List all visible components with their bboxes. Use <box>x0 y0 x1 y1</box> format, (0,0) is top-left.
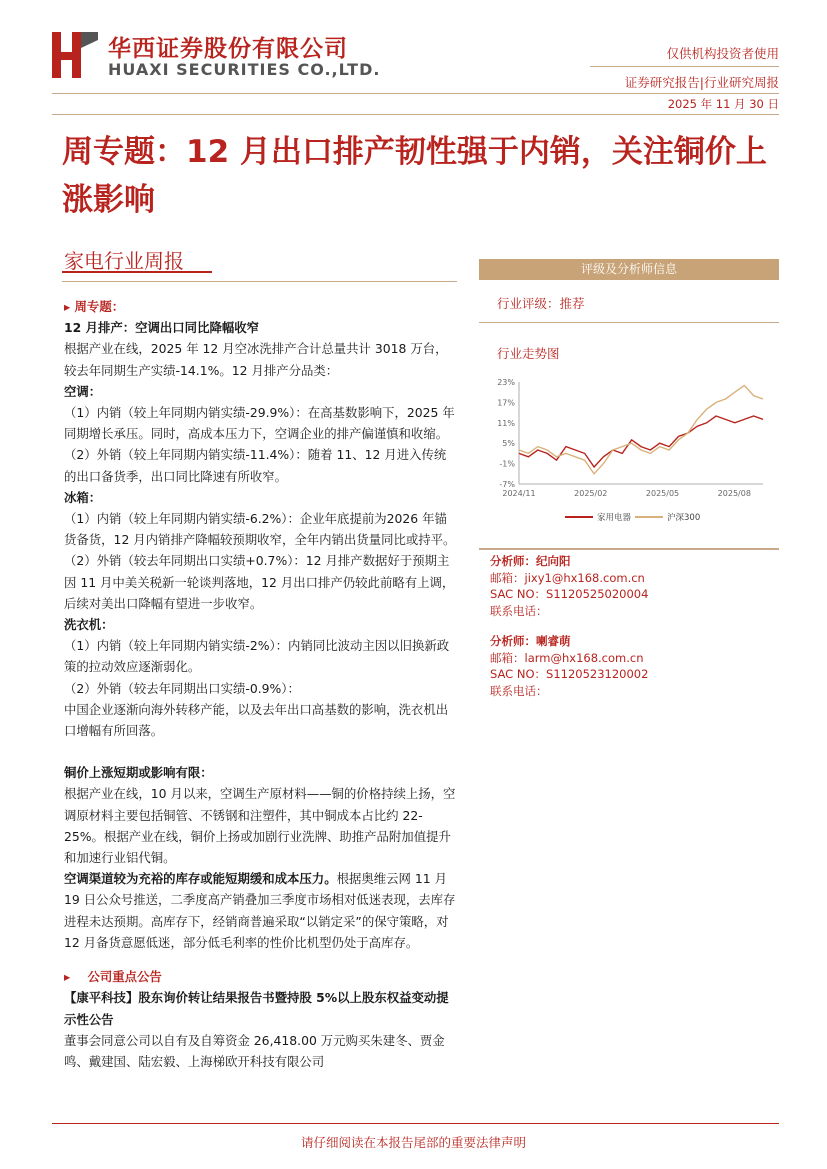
legend-label: 家用电器 <box>597 513 632 523</box>
y-tick-label: 17% <box>497 398 515 408</box>
main-body <box>64 296 456 1072</box>
section-heading-weekly: ▸ 周专题： <box>64 299 125 314</box>
paragraph: 董事会同意公司以自有及自筹资金 26,418.00 万元购买朱建冬、贾金鸣、戴建国、陆宏毅、上海梯欧开科技有限公司 <box>64 1032 445 1069</box>
y-tick-label: -1% <box>499 459 515 469</box>
series-line-2 <box>519 385 763 473</box>
series-line-1 <box>519 416 763 467</box>
analyst-name: 分析师：纪向阳 <box>490 554 571 568</box>
audience-note: 仅供机构投资者使用 <box>666 46 779 61</box>
copper-heading: 铜价上涨短期或影响有限： <box>64 765 213 781</box>
paragraph: 中国企业逐渐向海外转移产能，以及去年出口高基数的影响，洗衣机出口增幅有所回落。 <box>64 701 449 739</box>
paragraph: （2）外销（较去年同期出口实绩-0.9%）： <box>64 680 300 696</box>
header-divider <box>590 66 779 67</box>
company-name-en: HUAXI SECURITIES CO.,LTD. <box>108 60 381 79</box>
analyst-sac: SAC NO：S1120523120002 <box>490 667 649 681</box>
y-tick-label: -7% <box>499 480 515 489</box>
footer-divider <box>52 1123 779 1124</box>
x-tick-label: 2025/05 <box>645 489 680 498</box>
analyst-block-2 <box>490 633 648 699</box>
panel-divider <box>479 322 779 323</box>
rating-panel-header: 评级及分析师信息 <box>479 259 779 280</box>
company-name-cn: 华西证券股份有限公司 <box>108 36 348 62</box>
industry-rating: 行业评级：推荐 <box>497 296 585 311</box>
paragraph: （2）外销（较去年同期出口实绩+0.7%）：12 月排产数据好于预期主因 11 月中美关税新一轮谈判落地，12 月出口排产仍较此前略有上调，后续对美出口降幅有望进一步收窄。 <box>64 553 455 611</box>
y-tick-label: 23% <box>497 378 515 387</box>
y-tick-label: 5% <box>502 439 515 449</box>
paragraph: 根据产业在线，10 月以来，空调生产原材料——铜的价格持续上扬，空调原材料主要包括铜管、不锈钢和注塑件，其中铜成本占比约 22-25%。根据产业在线，铜价上扬或加剧行业洗牌、助推产品附加值提升和加速行业铝代铜。 <box>64 786 456 866</box>
subtitle-underline <box>62 271 212 273</box>
x-tick-label: 2025/02 <box>574 489 608 498</box>
x-tick-label: 2024/11 <box>502 489 536 498</box>
analyst-name: 分析师：喇睿萌 <box>490 634 571 648</box>
header-divider <box>52 93 779 94</box>
report-type: 证券研究报告|行业研究周报 <box>624 75 779 90</box>
legend-label: 沪深300 <box>667 513 701 523</box>
section-heading-announcements: ▸ 公司重点公告 <box>64 969 162 985</box>
paragraph: （1）内销（较上年同期内销实绩-29.9%）：在高基数影响下，2025 年同期增长承压。同时，高成本压力下，空调企业的排产偏谨慎和收缩。 <box>64 405 455 442</box>
paragraph: 根据产业在线，2025 年 12 月空冰洗排产合计总量共计 3018 万台，较去年同期生产实绩-14.1%。12 月排产分品类： <box>64 341 448 378</box>
industry-trend-chart <box>485 372 775 532</box>
analyst-phone: 联系电话： <box>490 683 548 698</box>
report-date: 2025 年 11 月 30 日 <box>667 97 779 111</box>
analyst-block-1 <box>490 553 648 619</box>
y-tick-label: 11% <box>497 418 515 428</box>
section-subheading: 12 月排产：空调出口同比降幅收窄 <box>64 320 260 336</box>
analyst-email: 邮箱：larm@hx168.com.cn <box>490 650 644 665</box>
paragraph: （1）内销（较上年同期内销实绩-2%）：内销同比波动主因以旧换新政策的拉动效应逐渐弱化。 <box>64 638 450 675</box>
left-divider <box>62 281 457 282</box>
report-title: 周专题：12 月出口排产韧性强于内销，关注铜价上涨影响 <box>62 134 767 218</box>
analyst-email: 邮箱：jixy1@hx168.com.cn <box>490 570 645 585</box>
category-heading-ac: 空调： <box>64 383 102 399</box>
legal-disclaimer: 请仔细阅读在本报告尾部的重要法律声明 <box>300 1135 526 1150</box>
analyst-sac: SAC NO：S1120525020004 <box>490 587 649 601</box>
trend-title: 行业走势图 <box>497 346 560 361</box>
paragraph: 空调渠道较为充裕的库存或能短期缓和成本压力。根据奥维云网 11 月 19 日公众号推送，二季度高产销叠加三季度市场相对低迷表现，去库存进程未达预期。高库存下，经销商普遍采取“以销定采”的保守策略，对 12 月备货意愿低迷，部分低毛利率的性价比机型仍处于高库存。 <box>64 871 456 950</box>
category-heading-washer: 洗衣机： <box>64 617 114 633</box>
report-subtitle: 家电行业周报 <box>64 249 184 273</box>
paragraph: （2）外销（较上年同期内销实绩-11.4%）：随着 11、12 月进入传统的出口备货季，出口同比降速有所收窄。 <box>64 447 447 484</box>
company-logo-icon <box>52 30 98 80</box>
analyst-phone: 联系电话： <box>490 603 548 618</box>
announcement-title: 【康平科技】股东询价转让结果报告书暨持股 5%以上股东权益变动提示性公告 <box>64 990 449 1027</box>
paragraph: （1）内销（较上年同期内销实绩-6.2%）：企业年底提前为2026 年锚货备货，12 月内销排产降幅较预期收窄，全年内销出货量同比或持平。 <box>64 511 456 548</box>
category-heading-fridge: 冰箱： <box>64 489 102 505</box>
panel-divider <box>479 548 779 550</box>
x-tick-label: 2025/08 <box>717 489 751 498</box>
header-divider <box>52 114 779 115</box>
